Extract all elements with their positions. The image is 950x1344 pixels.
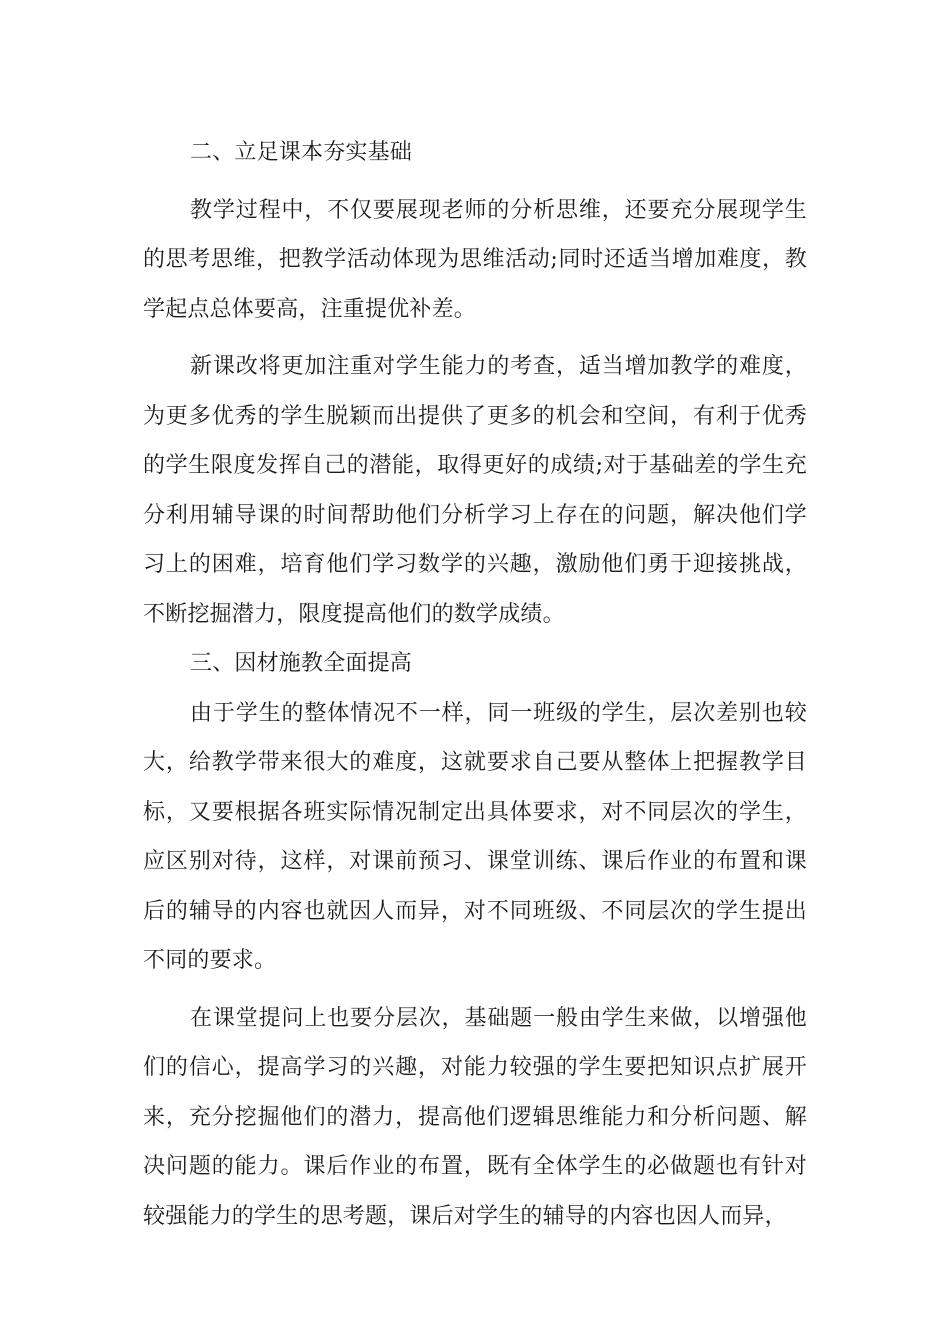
section-heading-2: 二、立足课本夯实基础 — [190, 140, 413, 165]
paragraph: 在课堂提问上也要分层次，基础题一般由学生来做，以增强他们的信心，提高学习的兴趣，对能力较强的学生要把知识点扩展开来，充分挖掘他们的潜力，提高他们逻辑思维能力和分析问题、解决问题的能力。课后作业的布置，既有全体学生的必做题也有针对较强能力的学生的思考题，课后对学生的辅导的内容也因人而异， — [143, 1005, 807, 1229]
paragraph: 由于学生的整体情况不一样，同一班级的学生，层次差别也较大，给教学带来很大的难度，这就要求自己要从整体上把握教学目标，又要根据各班实际情况制定出具体要求，对不同层次的学生，应区别对待，这样，对课前预习、课堂训练、课后作业的布置和课后的辅导的内容也就因人而异，对不同班级、不同层次的学生提出不同的要求。 — [143, 700, 807, 973]
paragraph: 新课改将更加注重对学生能力的考查，适当增加教学的难度，为更多优秀的学生脱颖而出提供了更多的机会和空间，有利于优秀的学生限度发挥自己的潜能，取得更好的成绩;对于基础差的学生充分利用辅导课的时间帮助他们分析学习上存在的问题，解决他们学习上的困难，培育他们学习数学的兴趣，激励他们勇于迎接挑战，不断挖掘潜力，限度提高他们的数学成绩。 — [143, 354, 807, 627]
document-body — [143, 128, 807, 1241]
paragraph: 教学过程中，不仅要展现老师的分析思维，还要充分展现学生的思考思维，把教学活动体现为思维活动;同时还适当增加难度，教学起点总体要高，注重提优补差。 — [143, 197, 807, 322]
section-heading-3: 三、因材施教全面提高 — [190, 651, 413, 676]
